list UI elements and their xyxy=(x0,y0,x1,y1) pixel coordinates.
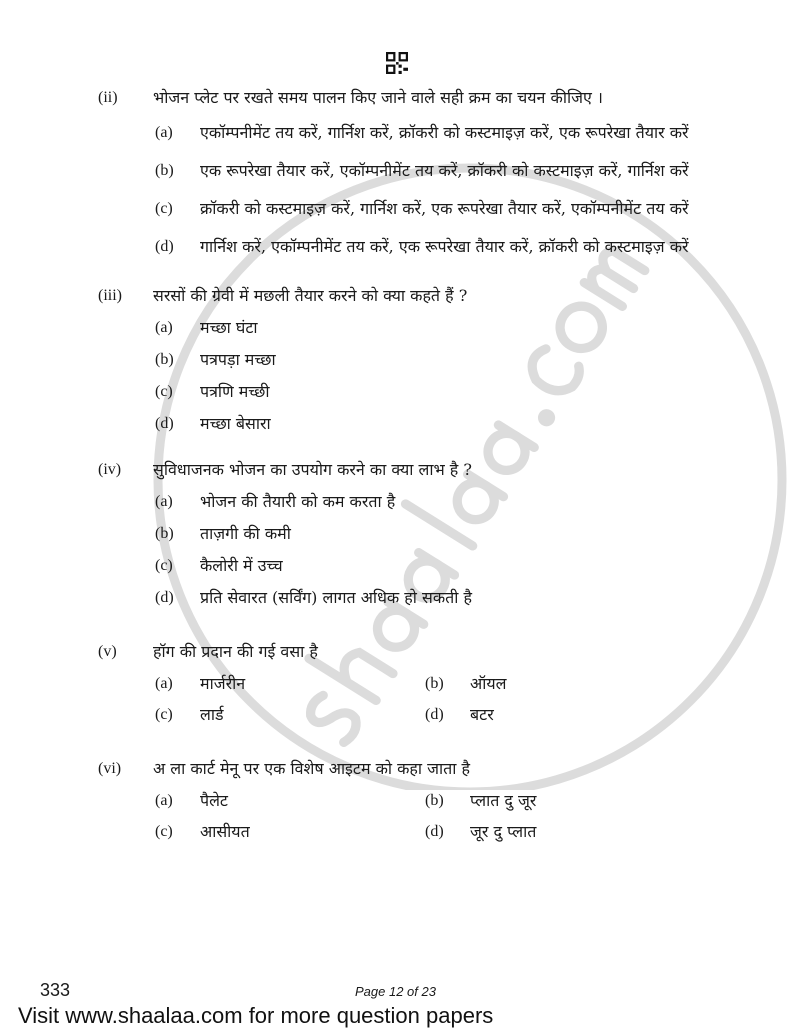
option-text: प्लात दु जूर xyxy=(470,791,537,810)
option-text: प्रति सेवारत (सर्विंग) लागत अधिक हो सकती है xyxy=(200,588,472,607)
option-text: एकॉम्पनीमेंट तय करें, गार्निश करें, क्रॉकरी को कस्टमाइज़ करें, एक रूपरेखा तैयार करें xyxy=(200,123,689,142)
option-label: (c) xyxy=(155,200,173,217)
option-label: (a) xyxy=(155,319,173,336)
question-iii xyxy=(98,284,712,436)
option-text: कैलोरी में उच्च xyxy=(200,556,283,575)
option-d xyxy=(155,586,712,610)
option-a xyxy=(155,316,712,340)
option-b xyxy=(155,156,712,186)
option-c xyxy=(155,380,712,404)
option-text: आसीयत xyxy=(200,822,250,841)
option-c xyxy=(155,820,425,844)
option-label: (c) xyxy=(155,383,173,400)
option-text: ताज़गी की कमी xyxy=(200,524,291,543)
option-text: भोजन की तैयारी को कम करता है xyxy=(200,492,396,511)
option-label: (d) xyxy=(155,238,174,255)
page-footer xyxy=(0,951,800,1035)
option-label: (b) xyxy=(155,162,174,179)
question-text: अ ला कार्ट मेनू पर एक विशेष आइटम को कहा जाता है xyxy=(153,759,471,778)
option-label: (d) xyxy=(155,415,174,432)
option-text: मार्जरीन xyxy=(200,674,246,693)
option-text: पत्रपड़ा मच्छा xyxy=(200,350,276,369)
question-number: (vi) xyxy=(98,760,122,777)
question-number: (ii) xyxy=(98,89,118,106)
paper-code: 333 xyxy=(40,980,71,1000)
option-c xyxy=(155,703,425,727)
option-label: (c) xyxy=(155,823,173,840)
option-label: (b) xyxy=(425,792,444,809)
option-label: (b) xyxy=(155,351,174,368)
question-number: (iv) xyxy=(98,461,122,478)
option-c xyxy=(155,194,712,224)
option-a xyxy=(155,490,712,514)
option-b xyxy=(155,522,712,546)
option-label: (a) xyxy=(155,124,173,141)
option-d xyxy=(155,412,712,436)
option-text: मच्छा घंटा xyxy=(200,318,258,337)
question-text: हॉग की प्रदान की गई वसा है xyxy=(153,642,318,661)
option-text: पत्रणि मच्छी xyxy=(200,382,270,401)
visit-link[interactable]: Visit www.shaalaa.com for more question papers xyxy=(18,1003,494,1028)
option-label: (b) xyxy=(425,675,444,692)
question-vi xyxy=(98,757,712,844)
option-c xyxy=(155,554,712,578)
question-text: भोजन प्लेट पर रखते समय पालन किए जाने वाले सही क्रम का चयन कीजिए । xyxy=(153,88,603,107)
question-list xyxy=(98,86,712,844)
question-text: सुविधाजनक भोजन का उपयोग करने का क्या लाभ है ? xyxy=(153,460,472,479)
question-text: सरसों की ग्रेवी में मछली तैयार करने को क्या कहते हैं ? xyxy=(153,286,468,305)
option-label: (d) xyxy=(425,706,444,723)
option-text: ऑयल xyxy=(470,674,507,693)
option-label: (d) xyxy=(425,823,444,840)
option-d xyxy=(425,703,712,727)
option-b xyxy=(155,348,712,372)
option-label: (c) xyxy=(155,557,173,574)
option-a xyxy=(155,672,425,696)
option-text: एक रूपरेखा तैयार करें, एकॉम्पनीमेंट तय करें, क्रॉकरी को कस्टमाइज़ करें, गार्निश करें xyxy=(200,161,689,180)
option-text: पैलेट xyxy=(200,791,229,810)
question-ii xyxy=(98,86,712,262)
option-d xyxy=(425,820,712,844)
option-text: क्रॉकरी को कस्टमाइज़ करें, गार्निश करें, एक रूपरेखा तैयार करें, एकॉम्पनीमेंट तय करें xyxy=(200,199,689,218)
option-label: (c) xyxy=(155,706,173,723)
option-label: (a) xyxy=(155,493,173,510)
option-label: (a) xyxy=(155,675,173,692)
question-iv xyxy=(98,458,712,610)
option-label: (d) xyxy=(155,589,174,606)
option-b xyxy=(425,672,712,696)
option-text: मच्छा बेसारा xyxy=(200,414,271,433)
option-label: (a) xyxy=(155,792,173,809)
question-number: (iii) xyxy=(98,287,122,304)
option-text: लार्ड xyxy=(200,705,224,724)
page-number: Page 12 of 23 xyxy=(355,984,436,999)
option-a xyxy=(155,118,712,148)
option-d xyxy=(155,232,712,262)
question-number: (v) xyxy=(98,643,117,660)
question-v xyxy=(98,640,712,727)
qr-code-icon xyxy=(386,52,408,74)
option-text: जूर दु प्लात xyxy=(470,822,537,841)
option-a xyxy=(155,789,425,813)
option-text: गार्निश करें, एकॉम्पनीमेंट तय करें, एक रूपरेखा तैयार करें, क्रॉकरी को कस्टमाइज़ करें xyxy=(200,237,689,256)
option-b xyxy=(425,789,712,813)
option-text: बटर xyxy=(470,705,494,724)
option-label: (b) xyxy=(155,525,174,542)
